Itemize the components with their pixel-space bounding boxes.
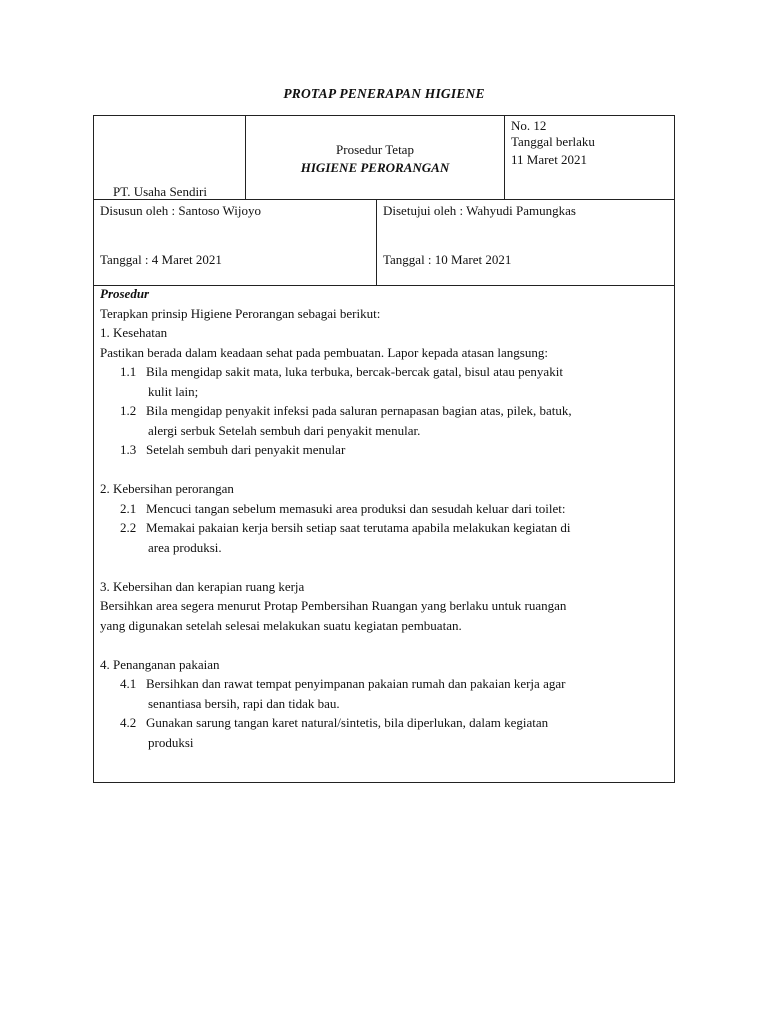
item-text: Bersihkan dan rawat tempat penyimpanan pakaian rumah dan pakaian kerja agar	[146, 676, 566, 691]
list-item	[100, 440, 670, 460]
valid-label: Tanggal berlaku	[511, 134, 595, 149]
valid-date: 11 Maret 2021	[511, 152, 588, 167]
list-item	[100, 713, 670, 733]
list-item	[100, 499, 670, 519]
section-3-text: Bersihkan area segera menurut Protap Pembersihan Ruangan yang berlaku untuk ruangan	[100, 598, 567, 613]
item-text: Gunakan sarung tangan karet natural/sintetis, bila diperlukan, dalam kegiatan	[146, 715, 549, 730]
item-number: 2.2	[120, 520, 137, 535]
item-text-continued: area produksi.	[148, 539, 222, 555]
header-divider-right	[504, 116, 505, 199]
item-number: 1.2	[120, 403, 137, 418]
approval-divider	[376, 199, 377, 285]
item-text: Bila mengidap penyakit infeksi pada saluran pernapasan bagian atas, pilek, batuk,	[146, 403, 572, 418]
section-3-title: 3. Kebersihan dan kerapian ruang kerja	[100, 578, 305, 594]
approved-date: Tanggal : 10 Maret 2021	[383, 252, 512, 267]
approved-by: Disetujui oleh : Wahyudi Pamungkas	[383, 203, 576, 218]
list-item	[100, 362, 670, 382]
procedure-intro: Terapkan prinsip Higiene Perorangan sebagai berikut:	[100, 305, 381, 321]
section-1-text: Pastikan berada dalam keadaan sehat pada pembuatan. Lapor kepada atasan langsung:	[100, 344, 548, 360]
item-text-continued: kulit lain;	[148, 383, 199, 399]
item-number: 1.1	[120, 364, 137, 379]
list-item	[100, 674, 670, 694]
procedure-heading: Prosedur	[100, 286, 150, 301]
section-3-text-continued: yang digunakan setelah selesai melakukan suatu kegiatan pembuatan.	[100, 617, 462, 633]
item-text-continued: senantiasa bersih, rapi dan tidak bau.	[148, 695, 340, 711]
prepared-by: Disusun oleh : Santoso Wijoyo	[100, 203, 262, 218]
item-text: Setelah sembuh dari penyakit menular	[146, 442, 346, 457]
document-number: No. 12	[511, 118, 547, 133]
item-number: 4.1	[120, 676, 137, 691]
procedure-name: HIGIENE PERORANGAN	[300, 160, 450, 175]
item-text: Memakai pakaian kerja bersih setiap saat terutama apabila melakukan kegiatan di	[146, 520, 571, 535]
list-item	[100, 518, 670, 538]
item-text: Mencuci tangan sebelum memasuki area produksi dan sesudah keluar dari toilet:	[146, 500, 566, 516]
list-item	[100, 401, 670, 421]
prepared-date: Tanggal : 4 Maret 2021	[100, 252, 222, 267]
procedure-body	[100, 284, 670, 752]
procedure-form	[93, 115, 675, 783]
company-name: PT. Usaha Sendiri	[113, 184, 207, 199]
document-title: PROTAP PENERAPAN HIGIENE	[283, 86, 485, 101]
item-text: Bila mengidap sakit mata, luka terbuka, bercak-bercak gatal, bisul atau penyakit	[146, 364, 563, 379]
section-2-title: 2. Kebersihan perorangan	[100, 481, 234, 496]
section-4-title: 4. Penanganan pakaian	[100, 656, 220, 672]
procedure-type: Prosedur Tetap	[336, 142, 414, 157]
item-text-continued: alergi serbuk Setelah sembuh dari penyakit menular.	[148, 422, 421, 438]
item-text-continued: produksi	[148, 734, 194, 750]
section-1-title: 1. Kesehatan	[100, 325, 168, 340]
item-number: 4.2	[120, 715, 137, 730]
item-number: 2.1	[120, 500, 137, 516]
item-number: 1.3	[120, 442, 137, 457]
